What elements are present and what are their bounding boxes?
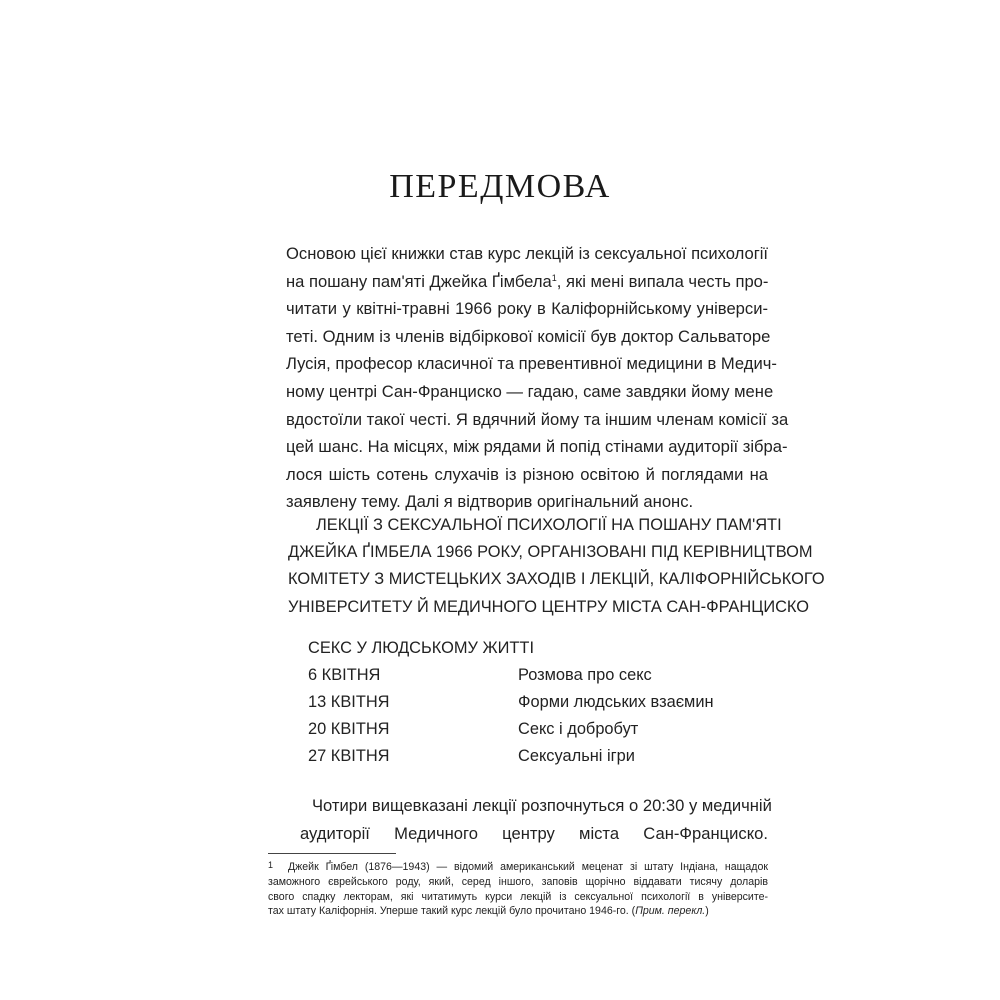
schedule-date: 27 КВІТНЯ — [308, 747, 390, 765]
intro-line: лося шість сотень слухачів із різною освітою й поглядами на — [286, 464, 768, 484]
footnote-divider — [268, 853, 396, 854]
footnote-line: свого спадку лекторам, які читатимуть курси лекцій із сексуальної психології в університе- — [268, 890, 768, 903]
footnote-line-text: Джейк Ґімбел (1876—1943) — відомий американський меценат зі штату Індіана, нащадок — [288, 861, 768, 873]
footnote-number: 1 — [268, 860, 274, 870]
schedule-topic: Форми людських взаємин — [518, 693, 714, 711]
footnote-line — [268, 858, 768, 875]
announcement-line: КОМІТЕТУ З МИСТЕЦЬКИХ ЗАХОДІВ І ЛЕКЦІЙ, КАЛІФОРНІЙСЬКОГО — [288, 570, 825, 589]
footnote-line-text: ) — [705, 905, 709, 918]
announcement-block — [272, 512, 825, 621]
schedule-date: 20 КВІТНЯ — [308, 720, 390, 738]
schedule-row — [308, 716, 768, 743]
intro-line: Лусія, професор класичної та превентивної медицини в Медич- — [286, 354, 777, 374]
schedule-row — [308, 662, 768, 689]
schedule-topic: Сексуальні ігри — [518, 747, 635, 765]
schedule-row — [308, 743, 768, 770]
footnote-line-text: тах штату Каліфорнія. Уперше такий курс лекцій було прочитано 1946-го. ( — [268, 905, 636, 918]
footnote-marker[interactable]: 1 — [551, 272, 557, 283]
chapter-title: ПЕРЕДМОВА — [389, 168, 611, 205]
intro-line — [286, 268, 768, 296]
intro-line: цей шанс. На місцях, між рядами й попід стінами аудиторії зібра- — [286, 437, 788, 457]
footnote-line — [268, 904, 768, 919]
schedule-heading: СЕКС У ЛЮДСЬКОМУ ЖИТТІ — [308, 639, 535, 657]
intro-line-text: на пошану пам'яті Джейка Ґімбела — [286, 271, 552, 291]
intro-line: теті. Одним із членів відбіркової комісії був доктор Сальваторе — [286, 326, 771, 346]
announcement-line: УНІВЕРСИТЕТУ Й МЕДИЧНОГО ЦЕНТРУ МІСТА САН-ФРАНЦИСКО — [288, 597, 810, 616]
intro-line: ному центрі Сан-Франциско — гадаю, саме завдяки йому мене — [286, 381, 774, 401]
intro-line — [286, 240, 768, 268]
intro-line-text: , які мені випала честь про- — [556, 271, 769, 291]
intro-line: читати у квітні-травні 1966 року в Каліфорнійському універси- — [286, 299, 768, 319]
closing-line: Чотири вищевказані лекції розпочнуться о 20:30 у медичній — [312, 796, 772, 815]
lecture-schedule — [308, 635, 768, 770]
schedule-topic: Розмова про секс — [518, 666, 652, 684]
announcement-line: ДЖЕЙКА ҐІМБЕЛА 1966 РОКУ, ОРГАНІЗОВАНІ ПІД КЕРІВНИЦТВОМ — [288, 543, 813, 562]
schedule-topic: Секс і добробут — [518, 720, 639, 738]
closing-paragraph — [286, 792, 772, 848]
announcement-line: ЛЕКЦІЇ З СЕКСУАЛЬНОЇ ПСИХОЛОГІЇ НА ПОШАНУ ПАМ'ЯТІ — [316, 516, 782, 534]
intro-line: заявлену тему. Далі я відтворив оригінальний анонс. — [286, 492, 694, 512]
schedule-date: 6 КВІТНЯ — [308, 666, 381, 684]
footnote-line: заможного єврейського роду, який, серед іншого, заповів щорічно віддавати тисячу доларів — [268, 875, 768, 888]
intro-line: вдостоїли такої честі. Я вдячний йому та іншим членам комісії за — [286, 409, 789, 429]
intro-paragraph — [286, 240, 789, 516]
closing-line: аудиторії Медичного центру міста Сан-Франциско. — [300, 824, 768, 843]
translator-note: Прим. перекл. — [635, 905, 706, 918]
footnote — [268, 858, 768, 919]
intro-line-text: Основою цієї книжки став курс лекцій із сексуальної психології — [286, 244, 769, 263]
schedule-date: 13 КВІТНЯ — [308, 693, 390, 711]
schedule-row — [308, 689, 768, 716]
